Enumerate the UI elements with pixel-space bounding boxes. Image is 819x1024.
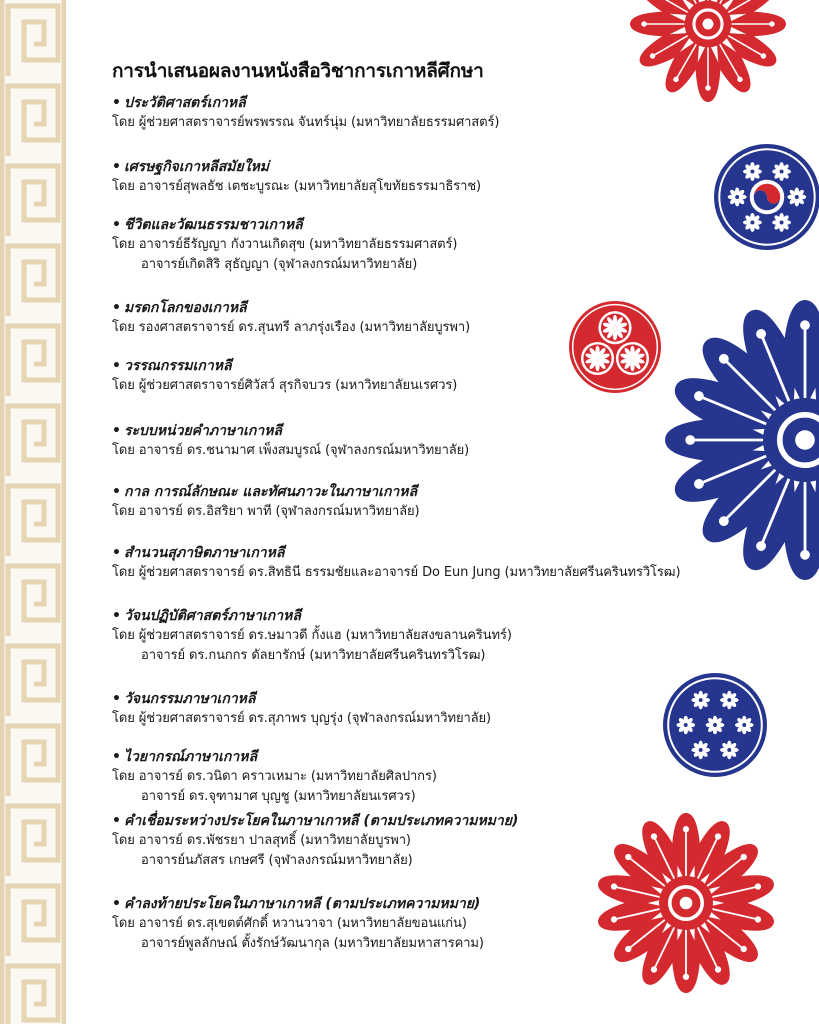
author-line bbox=[112, 441, 752, 461]
author-line bbox=[112, 851, 752, 871]
by-prefix: โดย bbox=[112, 179, 139, 194]
author-line bbox=[112, 502, 752, 522]
author-line bbox=[112, 646, 752, 666]
author-line bbox=[112, 563, 752, 583]
by-prefix: โดย bbox=[112, 711, 139, 726]
by-prefix: โดย bbox=[112, 237, 139, 252]
author-text: อาจารย์ ดร.ชนามาศ เพ็งสมบูรณ์ (จุฬาลงกรณ์มหาวิทยาลัย) bbox=[138, 443, 470, 458]
author-line bbox=[112, 376, 752, 396]
book-title bbox=[112, 894, 752, 914]
author-text: อาจารย์ ดร.วนิดา คราวเหมาะ (มหาวิทยาลัยศิลปากร) bbox=[138, 769, 437, 784]
bullet: • bbox=[112, 300, 121, 316]
book-title bbox=[112, 157, 752, 177]
book-title bbox=[112, 298, 752, 318]
author-text: ผู้ช่วยศาสตราจารย์ ดร.สิทธินี ธรรมชัยและอาจารย์ Do Eun Jung (มหาวิทยาลัยศรีนครินทรวิโรฒ) bbox=[138, 565, 681, 580]
author-line bbox=[112, 787, 752, 807]
by-prefix: โดย bbox=[112, 565, 139, 580]
bullet: • bbox=[112, 159, 121, 175]
author-line bbox=[112, 255, 752, 275]
author-line bbox=[112, 626, 752, 646]
author-text: อาจารย์ ดร.อิสริยา พาที (จุฬาลงกรณ์มหาวิทยาลัย) bbox=[138, 504, 420, 519]
book-title-text: ไวยากรณ์ภาษาเกาหลี bbox=[124, 749, 258, 765]
bullet: • bbox=[112, 896, 121, 912]
bullet: • bbox=[112, 545, 121, 561]
by-prefix: โดย bbox=[112, 833, 139, 848]
book-title-text: เศรษฐกิจเกาหลีสมัยใหม่ bbox=[124, 159, 270, 175]
bullet: • bbox=[112, 95, 121, 111]
book-entry bbox=[112, 93, 752, 133]
book-entry bbox=[112, 543, 752, 583]
book-entry bbox=[112, 215, 752, 275]
book-entry bbox=[112, 356, 752, 396]
book-entry bbox=[112, 298, 752, 338]
book-title bbox=[112, 543, 752, 563]
by-prefix: โดย bbox=[112, 916, 139, 931]
bullet: • bbox=[112, 749, 121, 765]
bullet: • bbox=[112, 691, 121, 707]
page-title: การนำเสนอผลงานหนังสือวิชาการเกาหลีศึกษา bbox=[112, 60, 484, 82]
red-flower-top-icon bbox=[630, 0, 786, 102]
book-entry bbox=[112, 894, 752, 954]
book-entry bbox=[112, 421, 752, 461]
bullet: • bbox=[112, 608, 121, 624]
book-entry bbox=[112, 747, 752, 807]
author-line bbox=[112, 914, 752, 934]
author-text: ผู้ช่วยศาสตราจารย์ ดร.สุภาพร บุญรุ่ง (จุฬาลงกรณ์มหาวิทยาลัย) bbox=[138, 711, 492, 726]
book-title-text: วัจนปฏิบัติศาสตร์ภาษาเกาหลี bbox=[124, 608, 301, 624]
book-title-text: คำเชื่อมระหว่างประโยคในภาษาเกาหลี (ตามประเภทความหมาย) bbox=[124, 813, 519, 829]
book-title bbox=[112, 93, 752, 113]
book-title-text: วรรณกรรมเกาหลี bbox=[124, 358, 232, 374]
by-prefix: โดย bbox=[112, 115, 139, 130]
book-title-text: คำลงท้ายประโยคในภาษาเกาหลี (ตามประเภทความหมาย) bbox=[124, 896, 481, 912]
book-title-text: มรดกโลกของเกาหลี bbox=[124, 300, 247, 316]
author-text: ผู้ช่วยศาสตราจารย์ศิวัสว์ สุรกิจบวร (มหาวิทยาลัยนเรศวร) bbox=[138, 378, 458, 393]
bullet: • bbox=[112, 813, 121, 829]
author-text: อาจารย์ ดร.กนกกร ดัลยารักษ์ (มหาวิทยาลัยศรีนครินทรวิโรฒ) bbox=[141, 648, 486, 663]
book-title bbox=[112, 606, 752, 626]
book-entry bbox=[112, 811, 752, 871]
author-line bbox=[112, 235, 752, 255]
bullet: • bbox=[112, 423, 121, 439]
book-title-text: สำนวนสุภาษิตภาษาเกาหลี bbox=[124, 545, 285, 561]
by-prefix: โดย bbox=[112, 320, 139, 335]
author-line bbox=[112, 177, 752, 197]
book-title-text: กาล การณ์ลักษณะ และทัศนภาวะในภาษาเกาหลี bbox=[124, 484, 418, 500]
book-title-text: ระบบหน่วยคำภาษาเกาหลี bbox=[124, 423, 283, 439]
book-title bbox=[112, 811, 752, 831]
book-title-text: วัจนกรรมภาษาเกาหลี bbox=[124, 691, 256, 707]
author-line bbox=[112, 709, 752, 729]
book-title bbox=[112, 215, 752, 235]
book-title-text: ประวัติศาสตร์เกาหลี bbox=[124, 95, 246, 111]
author-line bbox=[112, 318, 752, 338]
author-text: ผู้ช่วยศาสตราจารย์ ดร.ษมาวดี กั้งแฮ (มหาวิทยาลัยสงขลานครินทร์) bbox=[138, 628, 512, 643]
bullet: • bbox=[112, 484, 121, 500]
author-text: อาจารย์ธีรัญญา กังวานเกิดสุข (มหาวิทยาลัยธรรมศาสตร์) bbox=[138, 237, 458, 252]
author-line bbox=[112, 934, 752, 954]
author-text: อาจารย์เกิดสิริ สุธัญญา (จุฬาลงกรณ์มหาวิทยาลัย) bbox=[141, 257, 418, 272]
book-entry bbox=[112, 157, 752, 197]
book-title bbox=[112, 747, 752, 767]
author-text: อาจารย์ ดร.จุฑามาศ บุญชู (มหาวิทยาลัยนเรศวร) bbox=[141, 789, 416, 804]
by-prefix: โดย bbox=[112, 378, 139, 393]
author-line bbox=[112, 113, 752, 133]
author-line bbox=[112, 767, 752, 787]
author-text: รองศาสตราจารย์ ดร.สุนทรี ลาภรุ่งเรือง (มหาวิทยาลัยบูรพา) bbox=[138, 320, 471, 335]
book-entry bbox=[112, 689, 752, 729]
by-prefix: โดย bbox=[112, 443, 139, 458]
author-text: อาจารย์พูลลักษณ์ ตั้งรักษ์วัฒนากุล (มหาวิทยาลัยมหาสารคาม) bbox=[141, 936, 484, 951]
by-prefix: โดย bbox=[112, 769, 139, 784]
author-text: ผู้ช่วยศาสตราจารย์พรพรรณ จันทร์นุ่ม (มหาวิทยาลัยธรรมศาสตร์) bbox=[138, 115, 500, 130]
by-prefix: โดย bbox=[112, 628, 139, 643]
book-title bbox=[112, 482, 752, 502]
book-entry bbox=[112, 606, 752, 666]
author-line bbox=[112, 831, 752, 851]
book-title bbox=[112, 356, 752, 376]
book-title-text: ชีวิตและวัฒนธรรมชาวเกาหลี bbox=[124, 217, 303, 233]
book-entry bbox=[112, 482, 752, 522]
book-title bbox=[112, 689, 752, 709]
author-text: อาจารย์ ดร.สุเขตต์ศักดิ์ หวานวาจา (มหาวิทยาลัยขอนแก่น) bbox=[138, 916, 467, 931]
author-text: อาจารย์สุพลธัช เตชะบูรณะ (มหาวิทยาลัยสุโขทัยธรรมาธิราช) bbox=[138, 179, 482, 194]
by-prefix: โดย bbox=[112, 504, 139, 519]
author-text: อาจารย์นภัสสร เกษศรี (จุฬาลงกรณ์มหาวิทยาลัย) bbox=[141, 853, 413, 868]
bullet: • bbox=[112, 217, 121, 233]
author-text: อาจารย์ ดร.พัชรยา ปาลสุทธิ์ (มหาวิทยาลัยบูรพา) bbox=[138, 833, 411, 848]
bullet: • bbox=[112, 358, 121, 374]
book-title bbox=[112, 421, 752, 441]
